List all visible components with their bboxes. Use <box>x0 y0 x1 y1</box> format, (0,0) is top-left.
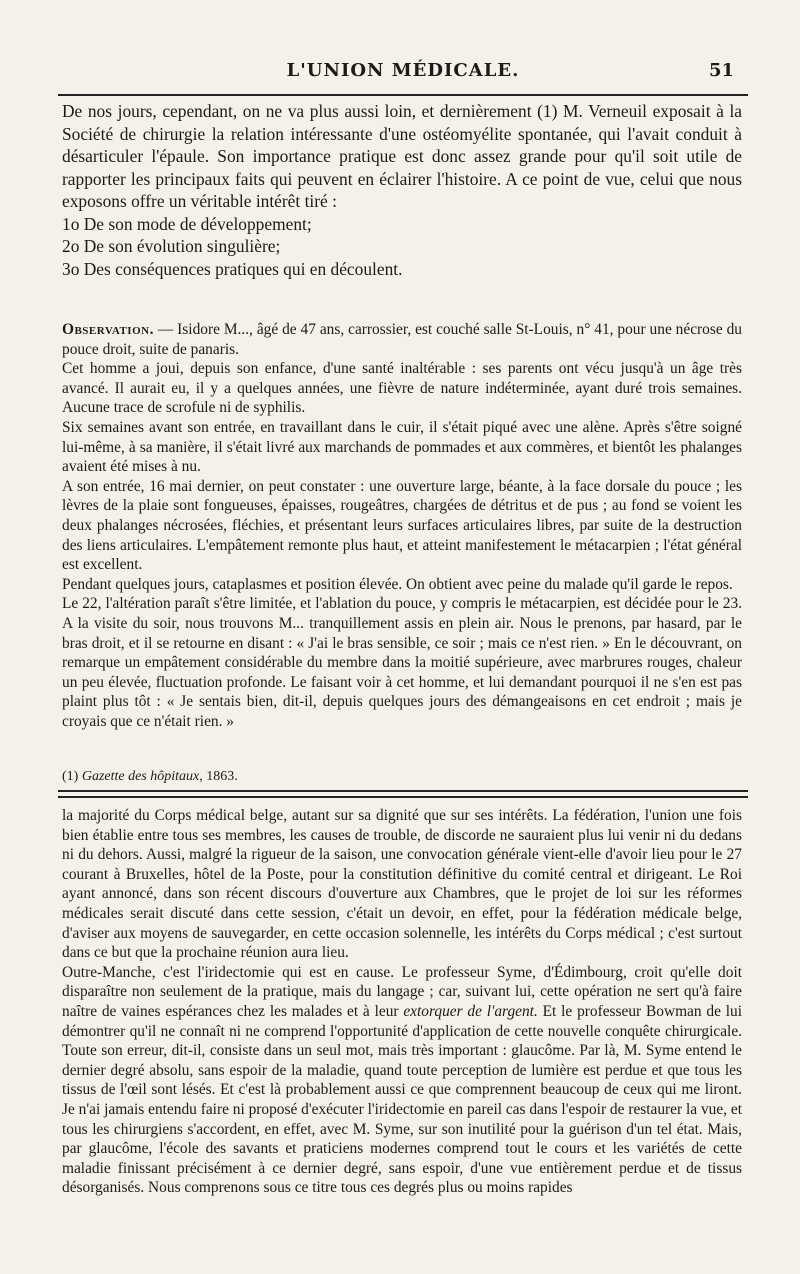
feuilleton-emphasis: extorquer de l'argent. <box>403 1002 538 1020</box>
footnote-year: 1863. <box>202 769 238 784</box>
list-item: 2o De son évolution singulière; <box>62 236 281 256</box>
observation-paragraph: Six semaines avant son entrée, en travaillant dans le cuir, il s'était piqué avec une alène. Après s'être soigné lui-même, à sa manière, il s'était livré aux marchands de pommades et aux commères, et bientôt les phalanges avaient été mises à nu. <box>62 418 742 476</box>
feuilleton-paragraph: la majorité du Corps médical belge, autant sur sa dignité que sur ses intérêts. La fédération, l'union une fois bien établie entre tous ses membres, les causes de trouble, de discorde ne sauraient plus lui venir ni du dedans ni du dehors. Aussi, malgré la rigueur de la saison, une convocation générale vient-elle d'avoir lieu pour le 27 courant à Bruxelles, hôtel de la Poste, pour la constitution définitive du comité central et dirigeant. Le Roi ayant annoncé, dans son récent discours d'ouverture aux Chambres, que le projet de loi sur les réformes médicales serait discuté dans cette session, c'était un devoir, en effet, pour la fédération médicale belge, d'aviser aux moyens de sauvegarder, en cette occasion solennelle, les intérêts du Corps médical ; c'est surtout dans ce but que la prochaine réunion aura lieu. <box>62 807 742 962</box>
running-header <box>58 60 748 90</box>
footnote <box>62 768 742 786</box>
intro-section <box>62 100 742 280</box>
observation-lead-paragraph <box>62 320 742 359</box>
observation-paragraph: Le 22, l'altération paraît s'être limitée, et l'ablation du pouce, y compris le métacarpien, est décidée pour le 23. A la visite du soir, nous trouvons M... tranquillement assis en plein air. Nous le prenons, par hasard, par le bras droit, et il se retourne en disant : « J'ai le bras sensible, ce soir ; mais ce n'est rien. » En le découvrant, on remarque un empâtement considérable du membre dans la moitié supérieure, avec marbrures rouges, chaleur un peu élevée, fluctuation profonde. Le faisant voir à cet homme, et lui demandant pourquoi il ne s'en est pas plaint plus tôt : « Je sentais bien, dit-il, depuis quelques jours des démangeaisons en cet endroit ; mais je croyais que ce n'était rien. » <box>62 595 742 730</box>
header-rule <box>58 94 748 96</box>
feuilleton-separator <box>58 790 748 798</box>
feuilleton-section <box>62 806 742 1198</box>
feuilleton-paragraph <box>62 963 742 1198</box>
footnote-marker: (1) <box>62 769 79 784</box>
footnote-source: Gazette des hôpitaux, <box>81 769 203 784</box>
observation-paragraph: A son entrée, 16 mai dernier, on peut constater : une ouverture large, béante, à la face dorsale du pouce ; les lèvres de la plaie sont fongueuses, épaisses, rougeâtres, chargées de détritus et de pus ; au fond se voient les deux phalanges nécrosées, fléchies, et présentant leurs surfaces articulaires libres, par suite de la destruction des liens articulaires. L'empâtement remonte plus haut, et atteint manifestement le métacarpien ; l'état général est excellent. <box>62 477 742 574</box>
feuilleton-text: Outre-Manche, c'est l'iridectomie qui est en cause. Le professeur Syme, d'Édimbourg, croit qu'elle doit disparaître non seulement de la pratique, mais du langage ; car, suivant lui, cette opération ne sert qu'à faire naître de vaines espérances chez les malades et à leur <box>62 963 742 1020</box>
list-item: 1o De son mode de développement; <box>62 213 312 234</box>
observation-label: Observation. <box>62 321 154 338</box>
observation-section <box>62 320 742 731</box>
list-item: 3o Des conséquences pratiques qui en découlent. <box>62 258 403 279</box>
observation-paragraph: Pendant quelques jours, cataplasmes et position élevée. On obtient avec peine du malade qu'il garde le repos. <box>62 575 733 593</box>
observation-paragraph: Cet homme a joui, depuis son enfance, d'une santé inaltérable : ses parents ont vécu jusqu'à un âge très avancé. Il aurait eu, il y a quelques années, une fièvre de nature indéterminée, ayant duré trois semaines. Aucune trace de scrofule ni de syphilis. <box>62 360 742 417</box>
feuilleton-text: Et le professeur Bowman de lui démontrer qu'il ne connaît ni ne comprend l'opportunité d'application de cette nouvelle conquête chirurgicale. Toute son erreur, dit-il, consiste dans un seul mot, mais très important : glaucôme. Par là, M. Syme entend le dernier degré absolu, sans espoir de la maladie, quand toute perception de lumière est perdue et que tous les tissus de l'œil sont lésés. Et c'est là probablement aussi ce que comprennent beaucoup de ceux qui me liront. Je n'ai jamais entendu faire ni proposé d'exécuter l'iridectomie en pareil cas dans l'espoir de restaurer la vue, et tous les chirurgiens s'accordent, en effet, avec M. Syme, sur son inutilité pour la guérison d'un tel état. Mais, par glaucôme, l'école des savants et praticiens modernes comprend tout le cours et les variétés de cette maladie finissant précisément à ce dernier degré, sans espoir, d'une vue entièrement perdue et de tissus désorganisés. Nous comprenons sous ce titre tous ces degrés plus ou moins rapides <box>62 1002 742 1197</box>
intro-paragraph: De nos jours, cependant, on ne va plus aussi loin, et dernièrement (1) M. Verneuil exposait à la Société de chirurgie la relation intéressante d'une ostéomyélite spontanée, qui l'avait conduit à désarticuler l'épaule. Son importance pratique est donc assez grande pour qu'il soit utile de rapporter les principaux faits qui peuvent en éclairer l'histoire. A ce point de vue, celui que nous exposons offre un véritable intérêt tiré : <box>62 101 742 211</box>
page-number: 51 <box>708 60 734 81</box>
observation-lead: — Isidore M..., âgé de 47 ans, carrossier, est couché salle St-Louis, n° 41, pour une nécrose du pouce droit, suite de panaris. <box>62 321 742 358</box>
journal-title: L'UNION MÉDICALE. <box>286 60 520 81</box>
